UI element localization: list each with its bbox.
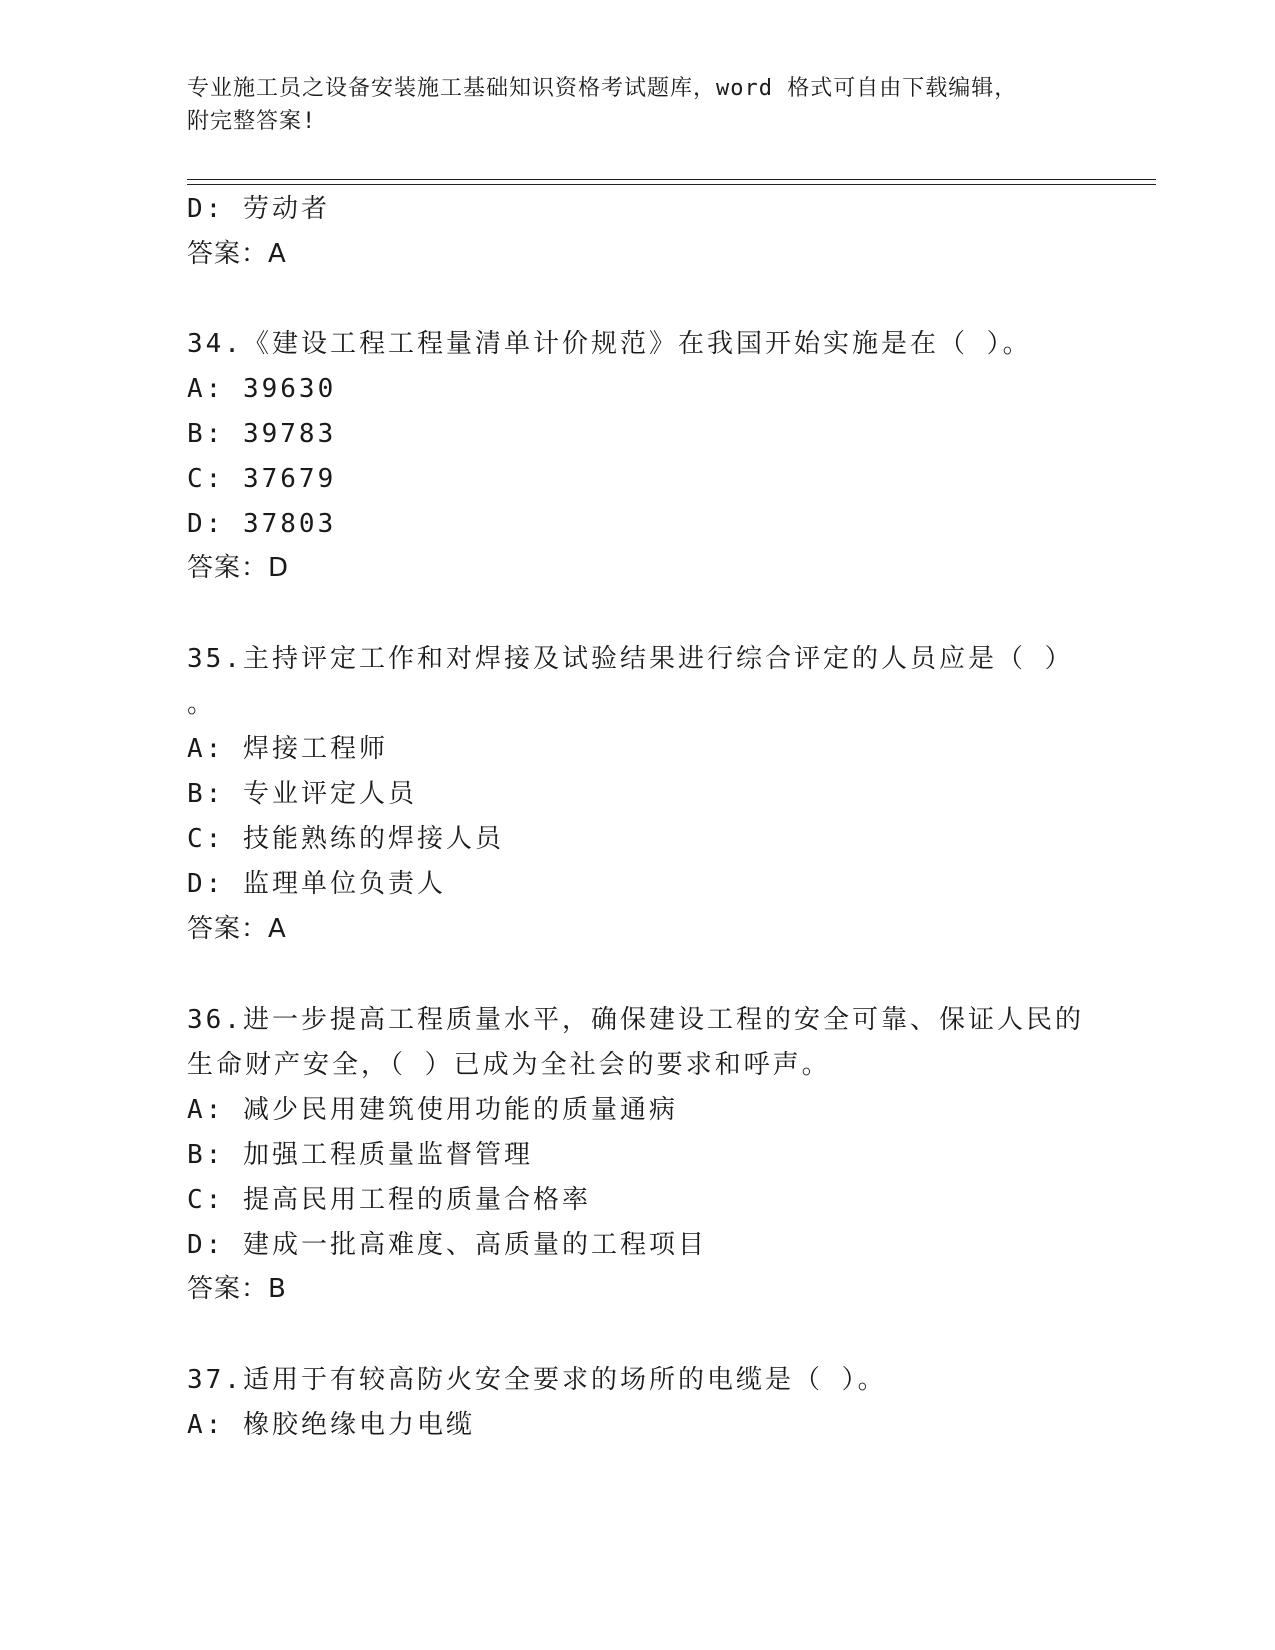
q35-stem-line-2: 。 (187, 689, 217, 719)
q35-option-b: B: 专业评定人员 (187, 779, 417, 809)
header-divider-top (187, 179, 1156, 180)
document-header (187, 72, 1087, 138)
q34-stem: 34.《建设工程工程量清单计价规范》在我国开始实施是在（ ）。 (187, 329, 1032, 359)
q35-option-d: D: 监理单位负责人 (187, 869, 446, 899)
header-line-1: 专业施工员之设备安装施工基础知识资格考试题库，word 格式可自由下载编辑， (187, 76, 1018, 101)
header-line-2: 附完整答案! (187, 109, 317, 134)
q34-option-b: B: 39783 (187, 419, 337, 449)
header-divider-bottom (187, 184, 1156, 185)
q35-stem-line-1: 35.主持评定工作和对焊接及试验结果进行综合评定的人员应是（ ） (187, 644, 1074, 674)
q34-answer: 答案：D (187, 553, 290, 583)
q35-answer: 答案：A (187, 914, 287, 944)
q37-option-a: A: 橡胶绝缘电力电缆 (187, 1410, 475, 1440)
q34-option-a: A: 39630 (187, 374, 337, 404)
q33-answer: 答案：A (187, 239, 287, 269)
q36-stem-line-1: 36.进一步提高工程质量水平，确保建设工程的安全可靠、保证人民的 (187, 1005, 1084, 1035)
q34-option-d: D: 37803 (187, 509, 337, 539)
q36-stem-line-2: 生命财产安全，（ ）已成为全社会的要求和呼声。 (187, 1050, 831, 1080)
q37-stem: 37.适用于有较高防火安全要求的场所的电缆是（ ）。 (187, 1365, 887, 1395)
q36-option-a: A: 减少民用建筑使用功能的质量通病 (187, 1095, 678, 1125)
q36-option-d: D: 建成一批高难度、高质量的工程项目 (187, 1230, 707, 1260)
q36-option-b: B: 加强工程质量监督管理 (187, 1140, 533, 1170)
q36-option-c: C: 提高民用工程的质量合格率 (187, 1185, 591, 1215)
q34-option-c: C: 37679 (187, 464, 337, 494)
q35-option-a: A: 焊接工程师 (187, 734, 388, 764)
q36-answer: 答案：B (187, 1274, 287, 1304)
q33-option-d: D: 劳动者 (187, 194, 330, 224)
q35-option-c: C: 技能熟练的焊接人员 (187, 824, 504, 854)
